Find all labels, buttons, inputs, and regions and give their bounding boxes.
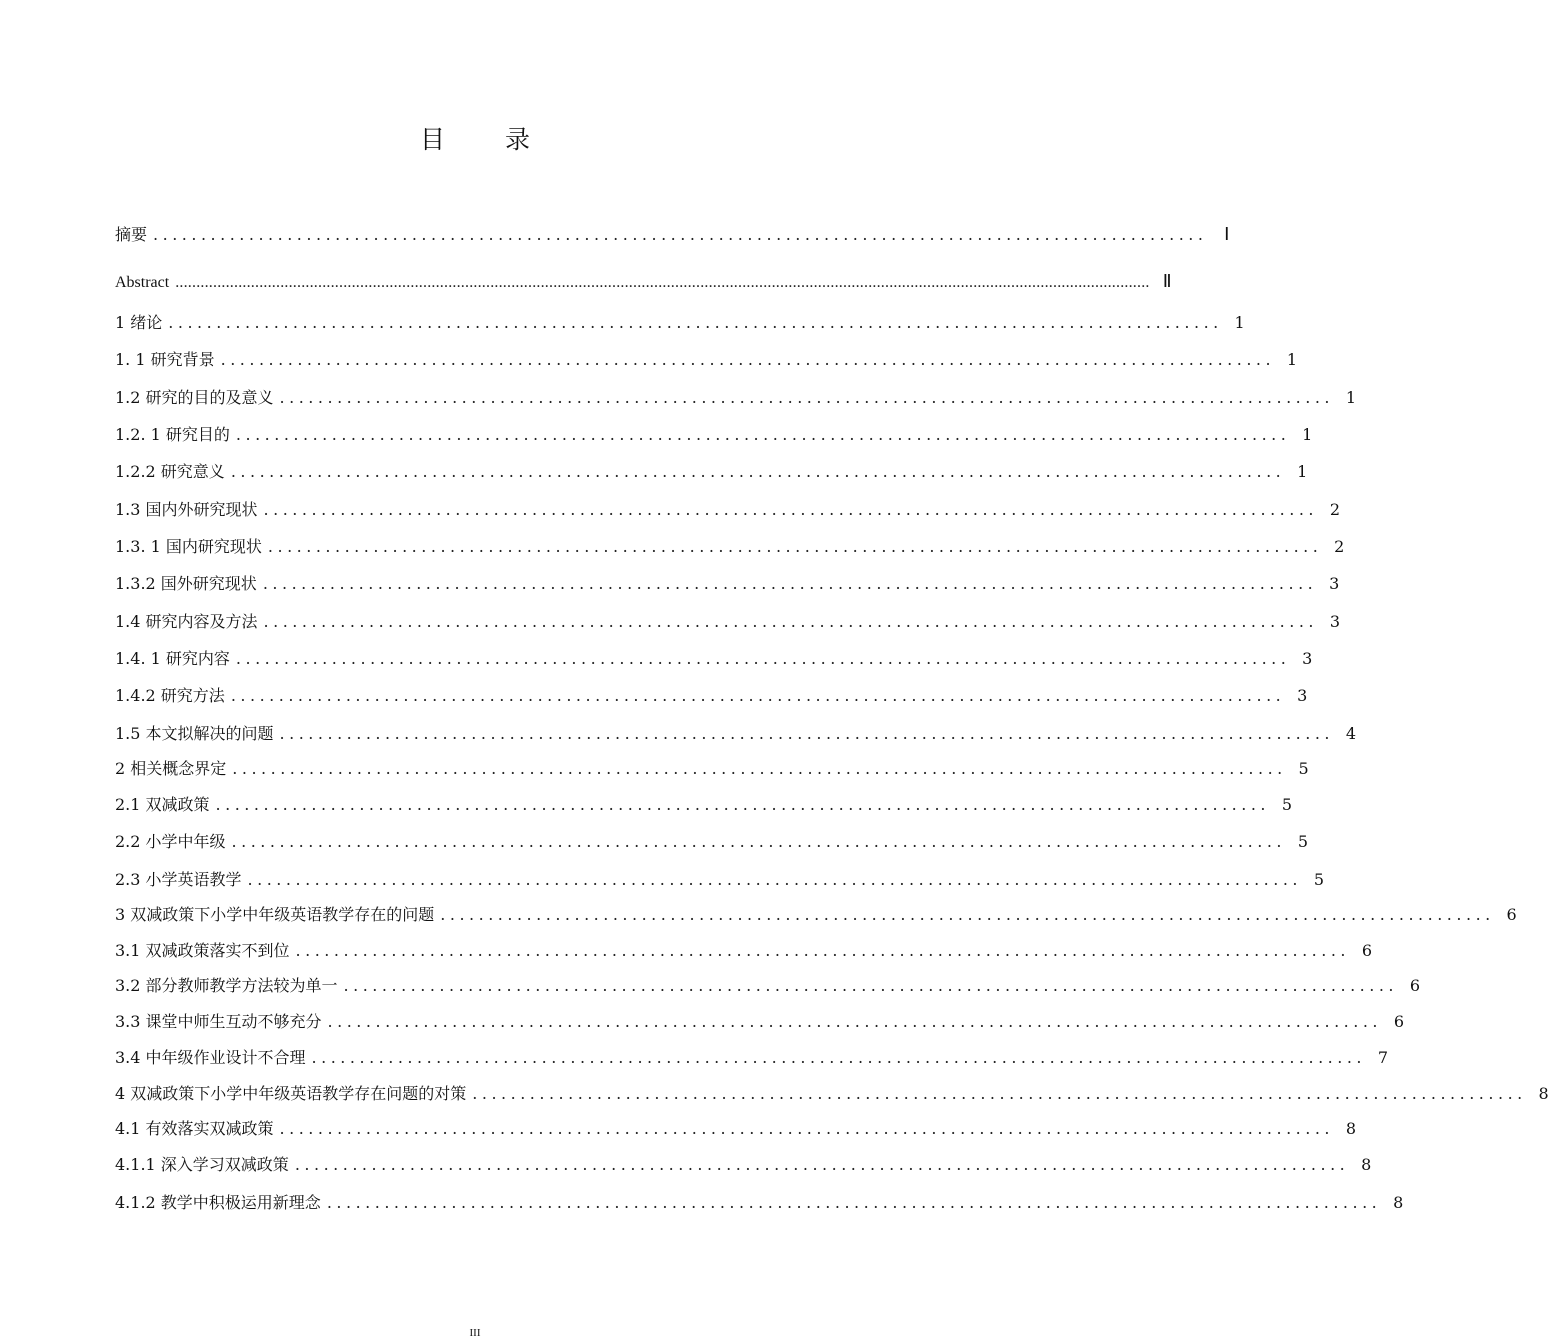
toc-entry-label: 1.2.2 研究意义 [115, 462, 225, 481]
toc-entry[interactable] [115, 1153, 1372, 1177]
toc-entry-label: Abstract [115, 274, 170, 291]
toc-entry-label: 1.2. 1 研究目的 [115, 425, 230, 444]
toc-dot-leader: .............................................................................................................. [235, 649, 1291, 668]
toc-dot-leader: .............................................................................................................. [295, 941, 1350, 960]
page-title: 目 录 [420, 125, 556, 154]
toc-entry-label: 1.3.2 国外研究现状 [115, 574, 257, 593]
toc-entry-label: 4.1.1 深入学习双减政策 [115, 1155, 289, 1174]
toc-entry[interactable] [115, 1191, 1404, 1215]
toc-entry[interactable] [115, 311, 1245, 335]
toc-entry-page: 7 [1377, 1048, 1388, 1067]
toc-entry-page: 5 [1281, 795, 1292, 814]
toc-dot-leader: .............................................................................................................. [168, 313, 1223, 332]
toc-entry-label: 4 双减政策下小学中年级英语教学存在问题的对策 [115, 1084, 467, 1103]
toc-entry-page: 3 [1329, 612, 1340, 631]
toc-entry-label: 4.1.2 教学中积极运用新理念 [115, 1193, 321, 1212]
toc-entry-label: 3 双减政策下小学中年级英语教学存在的问题 [115, 905, 435, 924]
toc-entry-page: 6 [1361, 941, 1372, 960]
toc-dot-leader: .............................................................................................................. [267, 537, 1323, 556]
toc-entry-label: 1.3 国内外研究现状 [115, 500, 258, 519]
toc-entry[interactable] [115, 868, 1324, 892]
toc-entry-page: 8 [1361, 1155, 1372, 1174]
toc-entry-label: 3.1 双减政策落实不到位 [115, 941, 290, 960]
page-number: III [469, 1327, 481, 1339]
toc-entry-page: 8 [1538, 1084, 1549, 1103]
toc-entry-label: 1.4.2 研究方法 [115, 686, 225, 705]
toc-dot-leader: .............................................................................................................. [279, 388, 1334, 407]
toc-entry[interactable] [115, 757, 1309, 781]
toc-dot-leader: .............................................................................................................. [440, 905, 1495, 924]
toc-dot-leader: .............................................................................................................. [311, 1048, 1366, 1067]
toc-entry-label: 2.2 小学中年级 [115, 832, 226, 851]
toc-entry-label: 1.2 研究的目的及意义 [115, 388, 274, 407]
toc-entry[interactable] [115, 610, 1340, 634]
toc-dot-leader: .............................................................................................................. [263, 612, 1318, 631]
toc-entry-label: 1.3. 1 国内研究现状 [115, 537, 262, 556]
toc-entry-page: 2 [1329, 500, 1340, 519]
toc-entry-label: 1 绪论 [115, 313, 163, 332]
toc-entry[interactable] [115, 903, 1517, 927]
toc-entry-label: 2 相关概念界定 [115, 759, 227, 778]
toc-dot-leader: .............................................................................................................. [247, 870, 1302, 889]
toc-dot-leader: .............................................................................................................. [326, 1193, 1382, 1212]
toc-entry[interactable] [115, 386, 1356, 410]
toc-entry[interactable] [115, 460, 1308, 484]
toc-entry-page: 5 [1297, 832, 1308, 851]
toc-entry-page: 5 [1313, 870, 1324, 889]
toc-entry-page: 1 [1302, 425, 1313, 444]
toc-entry-page: 6 [1393, 1012, 1404, 1031]
toc-entry-page: 4 [1345, 724, 1356, 743]
toc-dot-leader: .............................................................................................................. [472, 1084, 1527, 1103]
toc-entry-label: 1. 1 研究背景 [115, 350, 215, 369]
toc-entry[interactable] [115, 684, 1308, 708]
toc-dot-leader: .............................................................................................................. [279, 1119, 1334, 1138]
toc-entry[interactable] [115, 722, 1356, 746]
toc-entry-label: 1.4 研究内容及方法 [115, 612, 258, 631]
toc-dot-leader: .............................................................................................................. [230, 462, 1286, 481]
toc-entry[interactable] [115, 974, 1420, 998]
toc-dot-leader: .............................................................................................................. [343, 976, 1398, 995]
toc-entry-page: 6 [1409, 976, 1420, 995]
toc-dot-leader: ........................................................................................................................................................................................................................................ [175, 274, 1150, 291]
toc-entry-page: 5 [1298, 759, 1309, 778]
toc-entry-label: 4.1 有效落实双减政策 [115, 1119, 274, 1138]
toc-entry-label: 3.3 课堂中师生互动不够充分 [115, 1012, 322, 1031]
toc-entry-page: 8 [1393, 1193, 1404, 1212]
toc-dot-leader: .............................................................................................................. [220, 350, 1276, 369]
toc-entry-label: 1.5 本文拟解决的问题 [115, 724, 274, 743]
toc-dot-leader: .............................................................................................................. [232, 759, 1287, 778]
toc-dot-leader: .............................................................................................................. [153, 225, 1208, 244]
toc-entry-page: Ⅰ [1224, 224, 1230, 245]
toc-entry-page: 2 [1334, 537, 1345, 556]
toc-entry[interactable] [115, 498, 1340, 522]
toc-dot-leader: .............................................................................................................. [215, 795, 1270, 814]
toc-entry[interactable] [115, 423, 1313, 447]
toc-entry-label: 2.1 双减政策 [115, 795, 210, 814]
toc-dot-leader: .............................................................................................................. [263, 500, 1318, 519]
toc-entry-page: 1 [1286, 350, 1298, 369]
toc-entry[interactable] [115, 830, 1308, 854]
toc-entry[interactable] [115, 348, 1298, 372]
toc-entry-page: 1 [1297, 462, 1308, 481]
toc-dot-leader: .............................................................................................................. [327, 1012, 1382, 1031]
toc-entry[interactable] [115, 1046, 1388, 1070]
toc-entry[interactable] [115, 793, 1292, 817]
toc-entry[interactable] [115, 572, 1340, 596]
toc-dot-leader: .............................................................................................................. [294, 1155, 1350, 1174]
toc-dot-leader: .............................................................................................................. [279, 724, 1334, 743]
toc-entry-page: Ⅱ [1162, 271, 1172, 292]
toc-entry-label: 2.3 小学英语教学 [115, 870, 242, 889]
toc-entry[interactable] [115, 535, 1345, 559]
toc-entry[interactable] [115, 1117, 1356, 1141]
toc-entry-page: 8 [1345, 1119, 1356, 1138]
toc-entry-page: 3 [1297, 686, 1308, 705]
toc-entry-page: 3 [1302, 649, 1313, 668]
toc-dot-leader: .............................................................................................................. [235, 425, 1291, 444]
toc-entry[interactable] [115, 223, 1230, 247]
toc-entry-label: 3.2 部分教师教学方法较为单一 [115, 976, 338, 995]
toc-entry-label: 1.4. 1 研究内容 [115, 649, 230, 668]
toc-entry[interactable] [115, 1010, 1404, 1034]
toc-entry[interactable] [115, 939, 1372, 963]
toc-dot-leader: .............................................................................................................. [262, 574, 1318, 593]
toc-entry-page: 1 [1345, 388, 1356, 407]
toc-entry-label: 摘要 [115, 225, 148, 244]
toc-entry[interactable] [115, 647, 1313, 671]
toc-entry[interactable] [115, 270, 1172, 294]
toc-entry-page: 1 [1234, 313, 1245, 332]
toc-dot-leader: .............................................................................................................. [230, 686, 1286, 705]
toc-entry-page: 3 [1329, 574, 1340, 593]
toc-dot-leader: .............................................................................................................. [231, 832, 1286, 851]
toc-entry[interactable] [115, 1082, 1549, 1106]
toc-entry-label: 3.4 中年级作业设计不合理 [115, 1048, 306, 1067]
toc-entry-page: 6 [1506, 905, 1517, 924]
